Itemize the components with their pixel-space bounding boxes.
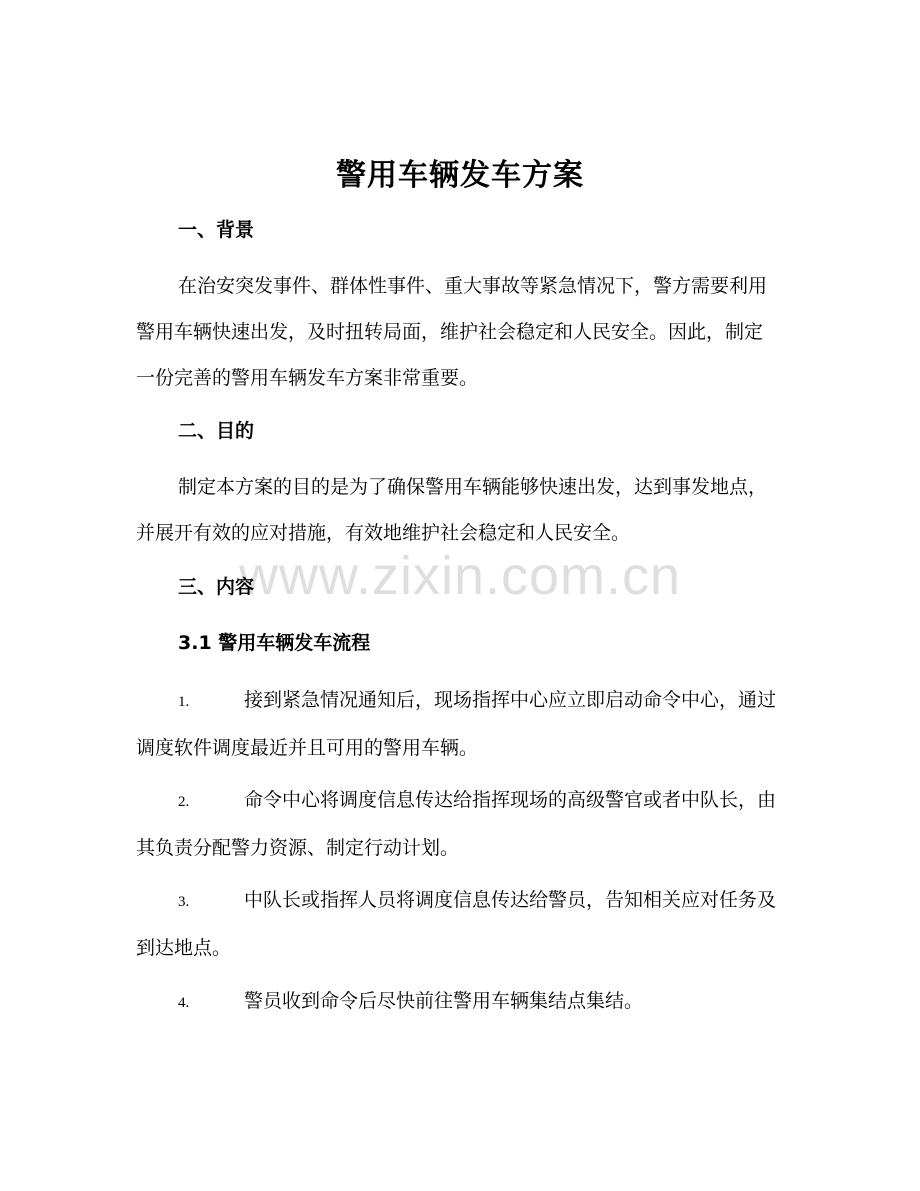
- background-paragraph: [136, 263, 776, 401]
- list-item: [136, 677, 776, 771]
- list-item: [136, 877, 776, 971]
- section-heading-background: 一、背景: [178, 219, 255, 241]
- list-item: [136, 978, 776, 1026]
- list-item-number: 2.: [178, 794, 190, 810]
- list-item-number: 3.: [178, 894, 190, 910]
- list-item-number: 1.: [178, 694, 190, 710]
- section-heading-content: 三、内容: [178, 576, 255, 598]
- list-item-text: 警员收到命令后尽快前往警用车辆集结点集结。: [244, 990, 644, 1012]
- list-item-number: 4.: [178, 995, 190, 1011]
- list-item-text: 接到紧急情况通知后，现场指挥中心应立即启动命令中心，通过调度软件调度最近并且可用的警用车辆。: [136, 689, 777, 759]
- purpose-paragraph: [136, 464, 776, 556]
- list-item-text: 命令中心将调度信息传达给指挥现场的高级警官或者中队长，由其负责分配警力资源、制定行动计划。: [136, 789, 777, 859]
- document-title: 警用车辆发车方案: [336, 158, 584, 193]
- list-item-text: 中队长或指挥人员将调度信息传达给警员，告知相关应对任务及到达地点。: [136, 889, 777, 959]
- list-item: [136, 777, 776, 871]
- background-paragraph-text: 在治安突发事件、群体性事件、重大事故等紧急情况下，警方需要利用警用车辆快速出发，及时扭转局面，维护社会稳定和人民安全。因此，制定一份完善的警用车辆发车方案非常重要。: [136, 275, 768, 389]
- purpose-paragraph-text: 制定本方案的目的是为了确保警用车辆能够快速出发，达到事发地点，并展开有效的应对措施，有效地维护社会稳定和人民安全。: [136, 476, 768, 544]
- section-heading-purpose: 二、目的: [178, 420, 255, 442]
- subsection-heading-dispatch-process: 3.1 警用车辆发车流程: [178, 632, 371, 654]
- watermark: www.zixin.com.cn: [238, 546, 682, 606]
